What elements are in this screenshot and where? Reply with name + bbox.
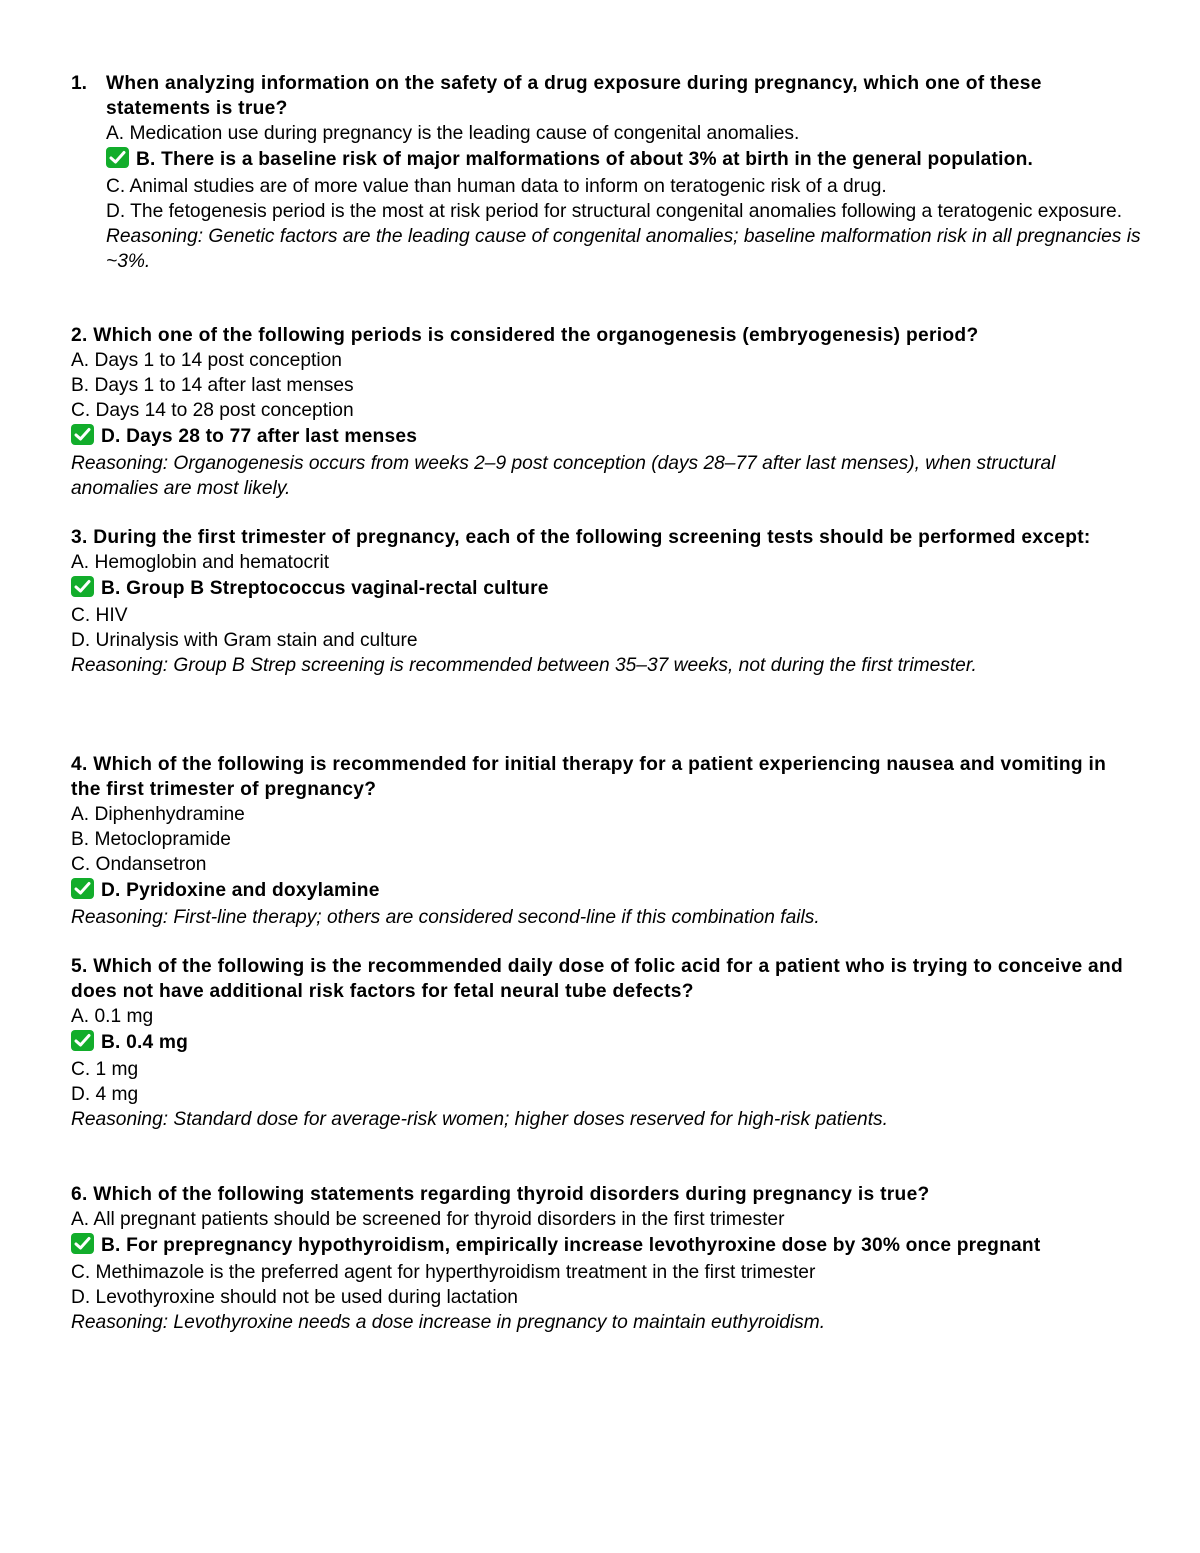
option-a: A. All pregnant patients should be screened for thyroid disorders in the first trimester	[71, 1209, 785, 1230]
reasoning: Reasoning: Genetic factors are the leading cause of congenital anomalies; baseline malformation risk in all pregnancies is ~3%.	[106, 226, 1141, 272]
correct-option	[71, 1029, 1141, 1057]
check-mark-icon	[71, 424, 94, 445]
question-6	[71, 1182, 1141, 1335]
option-d: D. Pyridoxine and doxylamine	[101, 880, 380, 901]
option-b: B. Days 1 to 14 after last menses	[71, 375, 354, 396]
question-stem: When analyzing information on the safety of a drug exposure during pregnancy, which one of these statements is true?	[106, 73, 1042, 119]
correct-option	[71, 575, 1141, 603]
option-c: C. HIV	[71, 605, 128, 626]
option-d: D. Levothyroxine should not be used during lactation	[71, 1287, 518, 1308]
question-number: 1.	[71, 73, 88, 94]
option-c: C. Methimazole is the preferred agent for hyperthyroidism treatment in the first trimester	[71, 1262, 816, 1283]
option-d: D. 4 mg	[71, 1084, 139, 1105]
question-text: Which of the following is recommended for initial therapy for a patient experiencing nausea and vomiting in the first trimester of pregnancy?	[71, 754, 1107, 800]
reasoning: Reasoning: Group B Strep screening is recommended between 35–37 weeks, not during the first trimester.	[71, 655, 977, 676]
question-number: 4.	[71, 754, 88, 775]
question-number: 2.	[71, 325, 88, 346]
check-mark-icon	[71, 576, 94, 597]
question-stem	[71, 1182, 1141, 1207]
question-number: 5.	[71, 956, 88, 977]
reasoning: Reasoning: Standard dose for average-risk women; higher doses reserved for high-risk patients.	[71, 1109, 888, 1130]
reasoning: Reasoning: First-line therapy; others are considered second-line if this combination fails.	[71, 907, 820, 928]
check-mark-icon	[71, 1030, 94, 1051]
correct-option	[71, 877, 1141, 905]
question-text: Which one of the following periods is considered the organogenesis (embryogenesis) period?	[93, 325, 979, 346]
question-2	[71, 323, 1141, 501]
question-1	[71, 71, 1141, 274]
check-mark-icon	[71, 1233, 94, 1254]
option-a: A. Hemoglobin and hematocrit	[71, 552, 330, 573]
option-b: B. Metoclopramide	[71, 829, 231, 850]
question-4	[71, 752, 1141, 930]
correct-option	[106, 146, 1141, 174]
option-d: D. The fetogenesis period is the most at risk period for structural congenital anomalies following a teratogenic exposure.	[106, 201, 1123, 222]
question-3	[71, 525, 1141, 678]
reasoning: Reasoning: Organogenesis occurs from weeks 2–9 post conception (days 28–77 after last menses), when structural anomalies are most likely.	[71, 453, 1056, 499]
option-b: B. There is a baseline risk of major malformations of about 3% at birth in the general population.	[136, 149, 1034, 170]
option-a: A. Days 1 to 14 post conception	[71, 350, 342, 371]
option-c: C. 1 mg	[71, 1059, 139, 1080]
option-a: A. 0.1 mg	[71, 1006, 154, 1027]
option-c: C. Ondansetron	[71, 854, 207, 875]
question-text: Which of the following statements regarding thyroid disorders during pregnancy is true?	[93, 1184, 930, 1205]
question-stem	[71, 525, 1141, 550]
option-a: A. Medication use during pregnancy is the leading cause of congenital anomalies.	[106, 123, 800, 144]
question-text: Which of the following is the recommended daily dose of folic acid for a patient who is trying to conceive and does not have additional risk factors for fetal neural tube defects?	[71, 956, 1124, 1002]
option-b: B. For prepregnancy hypothyroidism, empirically increase levothyroxine dose by 30% once pregnant	[101, 1235, 1041, 1256]
question-stem	[71, 954, 1141, 1004]
check-mark-icon	[106, 147, 129, 168]
question-stem	[71, 752, 1141, 802]
question-5	[71, 954, 1141, 1132]
question-stem	[71, 323, 1141, 348]
option-d: D. Days 28 to 77 after last menses	[101, 426, 418, 447]
question-number: 3.	[71, 527, 88, 548]
option-b: B. 0.4 mg	[101, 1032, 189, 1053]
check-mark-icon	[71, 878, 94, 899]
question-text: During the first trimester of pregnancy, each of the following screening tests should be performed except:	[93, 527, 1091, 548]
correct-option	[71, 423, 1141, 451]
option-b: B. Group B Streptococcus vaginal-rectal culture	[101, 578, 549, 599]
option-c: C. Animal studies are of more value than human data to inform on teratogenic risk of a drug.	[106, 176, 887, 197]
question-number: 6.	[71, 1184, 88, 1205]
option-d: D. Urinalysis with Gram stain and culture	[71, 630, 418, 651]
option-c: C. Days 14 to 28 post conception	[71, 400, 354, 421]
reasoning: Reasoning: Levothyroxine needs a dose increase in pregnancy to maintain euthyroidism.	[71, 1312, 826, 1333]
correct-option	[71, 1232, 1141, 1260]
option-a: A. Diphenhydramine	[71, 804, 245, 825]
